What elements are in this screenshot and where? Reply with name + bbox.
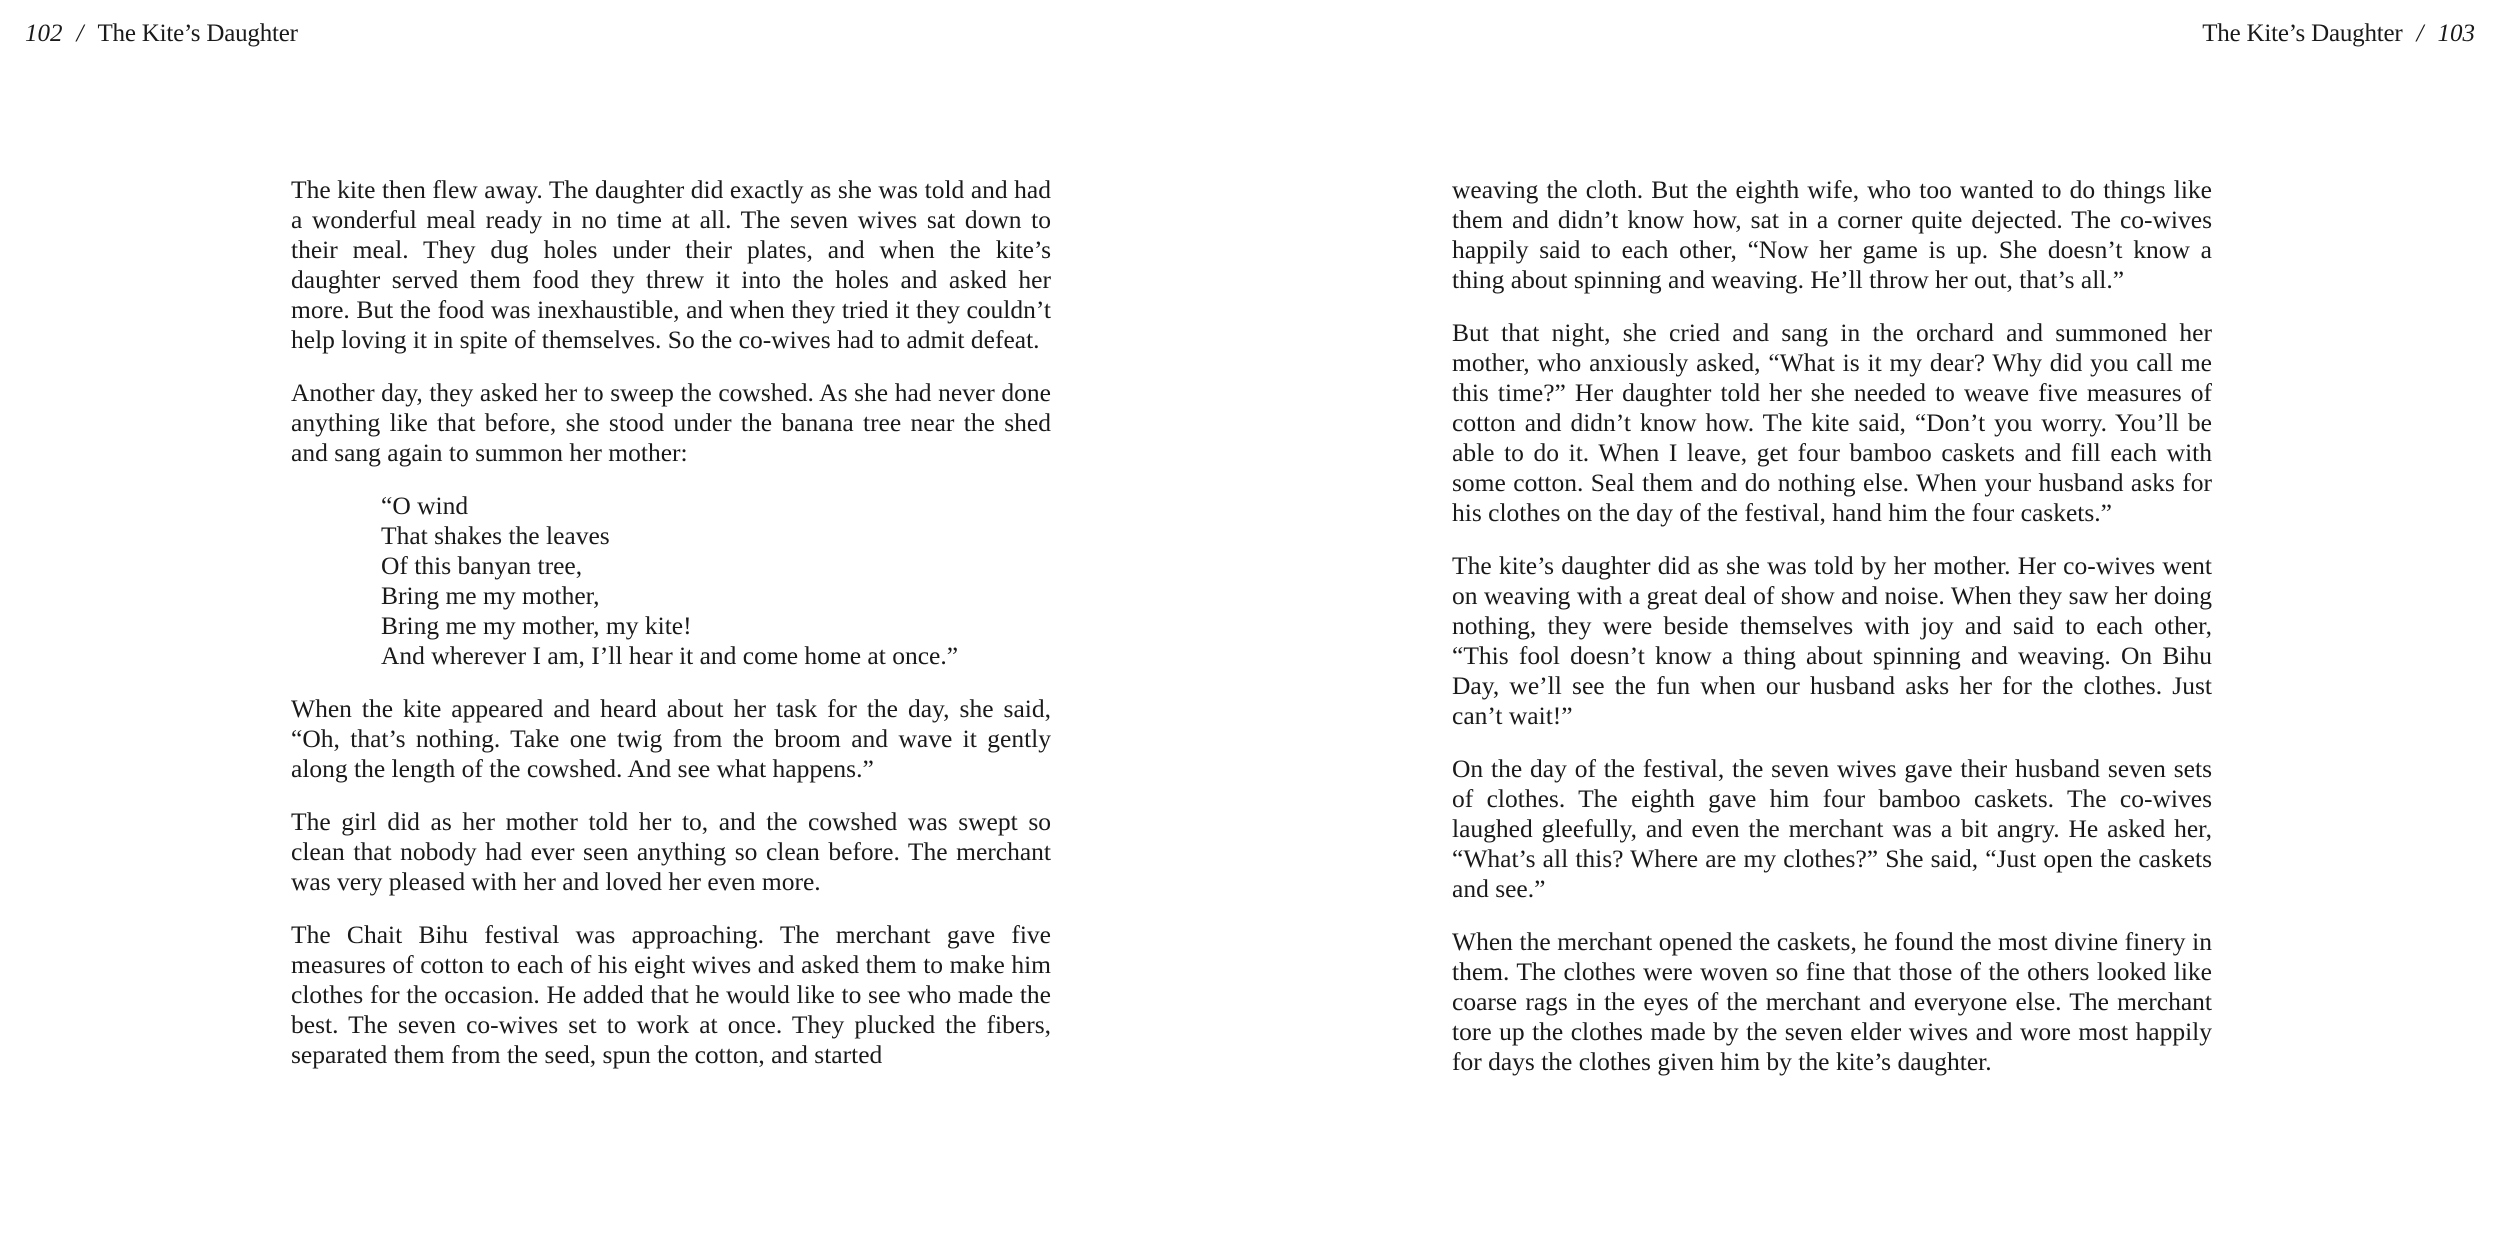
poem-line: “O wind	[381, 491, 469, 520]
paragraph: When the merchant opened the caskets, he found the most divine finery in them. The clothes were woven so fine that those of the others looked like coarse rags in the eyes of the merchant and everyone else. The merchant tore up the clothes made by the seven elder wives and wore most happily for days the clothes given him by the kite’s daughter.	[1452, 927, 2212, 1076]
poem-line: Bring me my mother,	[381, 581, 600, 610]
right-text-block	[1452, 175, 2212, 1100]
page-number-right: 103	[2437, 20, 2475, 47]
poem-line: Bring me my mother, my kite!	[381, 611, 692, 640]
paragraph: The kite then flew away. The daughter did exactly as she was told and had a wonderful meal ready in no time at all. The seven wives sat down to their meal. They dug holes under their plates, and when the kite’s daughter served them food they threw it into the holes and asked her more. But the food was inexhaustible, and when they tried it they couldn’t help loving it in spite of themselves. So the co-wives had to admit defeat.	[291, 175, 1051, 354]
running-title-left: The Kite’s Daughter	[97, 20, 298, 47]
poem-line: That shakes the leaves	[381, 521, 610, 550]
right-page	[1250, 0, 2500, 1250]
running-head-separator-left: /	[76, 20, 84, 47]
poem	[381, 491, 1051, 671]
poem-line: Of this banyan tree,	[381, 551, 583, 580]
paragraph: But that night, she cried and sang in the orchard and summoned her mother, who anxiously asked, “What is it my dear? Why did you call me this time?” Her daughter told her she needed to weave five measures of cotton and didn’t know how. The kite said, “Don’t you worry. You’ll be able to do it. When I leave, get four bamboo caskets and fill each with some cotton. Seal them and do nothing else. When your husband asks for his clothes on the day of the festival, hand him the four caskets.”	[1452, 318, 2212, 527]
running-head-separator-right: /	[2416, 20, 2424, 47]
paragraph: The kite’s daughter did as she was told by her mother. Her co-wives went on weaving with a great deal of show and noise. When they saw her doing nothing, they were beside themselves with joy and said to each other, “This fool doesn’t know a thing about spinning and weaving. On Bihu Day, we’ll see the fun when our husband asks her for the clothes. Just can’t wait!”	[1452, 551, 2212, 730]
paragraph: When the kite appeared and heard about her task for the day, she said, “Oh, that’s nothing. Take one twig from the broom and wave it gently along the length of the cowshed. And see what happens.”	[291, 694, 1051, 783]
poem-line: And wherever I am, I’ll hear it and come home at once.”	[381, 641, 959, 670]
paragraph: Another day, they asked her to sweep the cowshed. As she had never done anything like that before, she stood under the banana tree near the shed and sang again to summon her mother:	[291, 378, 1051, 467]
running-head-right	[2202, 18, 2475, 50]
paragraph: The girl did as her mother told her to, and the cowshed was swept so clean that nobody had ever seen anything so clean before. The merchant was very pleased with her and loved her even more.	[291, 807, 1051, 896]
running-head-left	[25, 18, 298, 50]
paragraph: On the day of the festival, the seven wives gave their husband seven sets of clothes. The eighth gave him four bamboo caskets. The co-wives laughed gleefully, and even the merchant was a bit angry. He asked her, “What’s all this? Where are my clothes?” She said, “Just open the caskets and see.”	[1452, 754, 2212, 903]
paragraph: weaving the cloth. But the eighth wife, who too wanted to do things like them and didn’t know how, sat in a corner quite dejected. The co-wives happily said to each other, “Now her game is up. She doesn’t know a thing about spinning and weaving. He’ll throw her out, that’s all.”	[1452, 175, 2212, 294]
running-title-right: The Kite’s Daughter	[2202, 20, 2403, 47]
page-number-left: 102	[25, 20, 63, 47]
left-text-block	[291, 175, 1051, 1093]
paragraph: The Chait Bihu festival was approaching. The merchant gave five measures of cotton to each of his eight wives and asked them to make him clothes for the occasion. He added that he would like to see who made the best. The seven co-wives set to work at once. They plucked the fibers, separated them from the seed, spun the cotton, and started	[291, 920, 1051, 1069]
